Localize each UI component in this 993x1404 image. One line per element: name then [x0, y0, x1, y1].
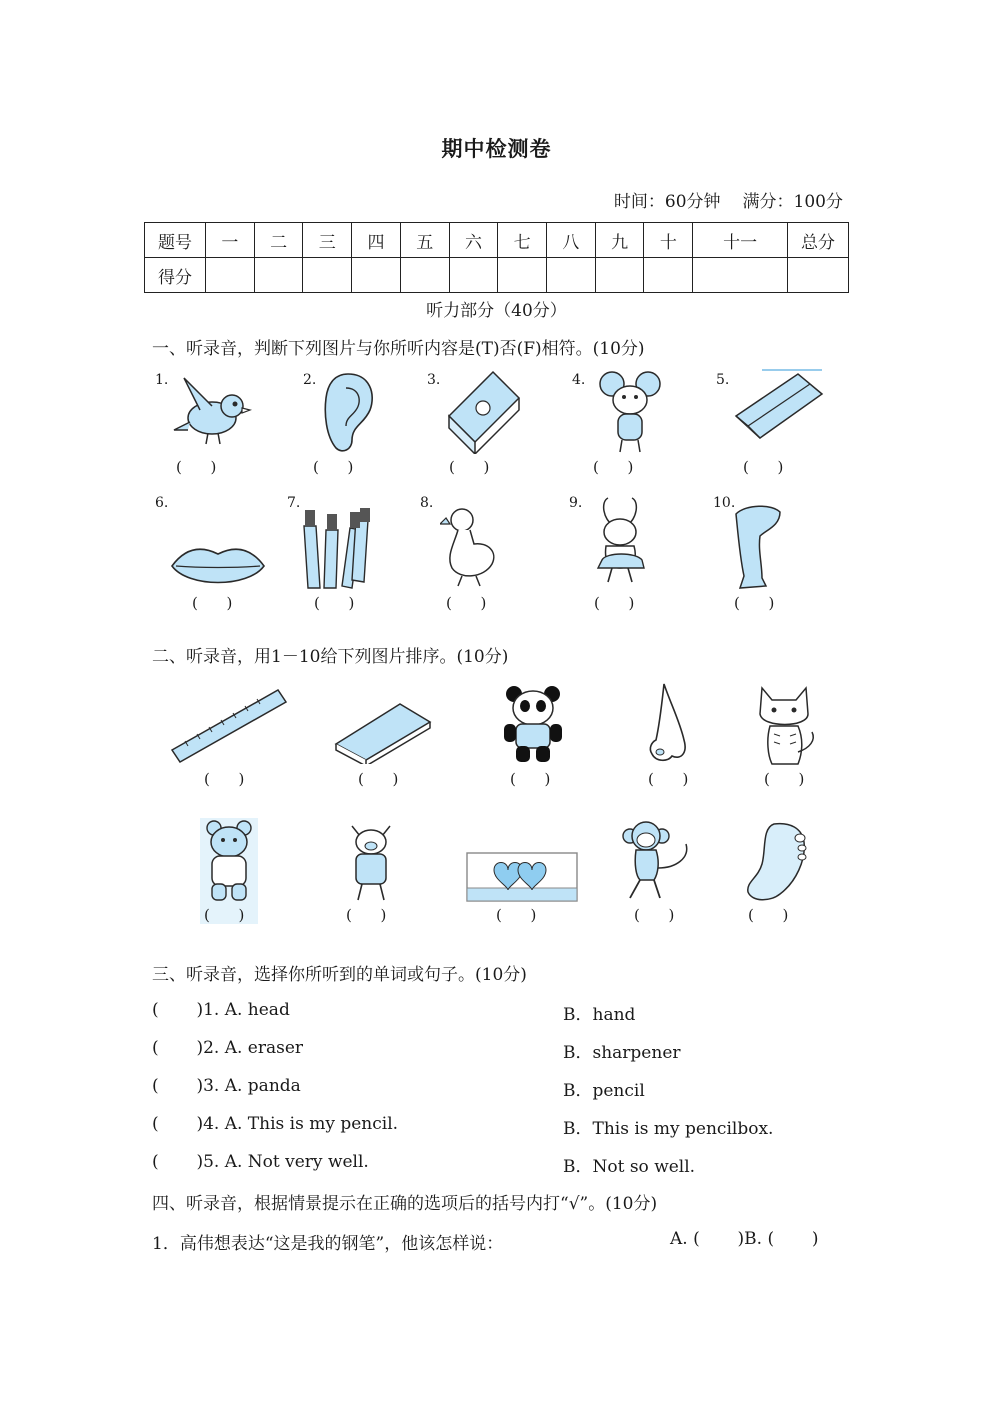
answer-paren[interactable]: ( )	[743, 458, 784, 476]
answer-paren[interactable]: ( )	[634, 906, 675, 924]
item-number: 1.	[155, 372, 169, 388]
answer-paren[interactable]: ( )	[358, 770, 399, 788]
rabbit-icon	[586, 494, 658, 588]
score-cell[interactable]	[644, 258, 693, 293]
score-cell[interactable]	[449, 258, 498, 293]
header-cell: 九	[595, 223, 644, 258]
answer-paren[interactable]: ( )	[593, 458, 634, 476]
bird-icon	[170, 370, 254, 454]
answer-paren[interactable]: ( )	[496, 906, 537, 924]
item-number: 9.	[569, 495, 583, 511]
nose-icon	[646, 682, 690, 764]
score-table-header-row	[145, 223, 849, 258]
answer-paren[interactable]: ( )	[748, 906, 789, 924]
listening-part-label: 听力部分（40分）	[426, 301, 567, 321]
score-cell[interactable]	[352, 258, 401, 293]
answer-paren[interactable]: ( )	[204, 770, 245, 788]
ear-icon	[318, 370, 378, 456]
section1-heading: 一、听录音，判断下列图片与你所听内容是(T)否(F)相符。(10分)	[152, 339, 645, 359]
header-cell: 八	[547, 223, 596, 258]
panda-icon	[500, 684, 566, 766]
answer-paren[interactable]: ( )	[594, 594, 635, 612]
book-icon	[334, 700, 434, 764]
pencil-sharpener-icon	[443, 368, 523, 454]
question-2-option-a[interactable]: ( )2. A. eraser	[152, 1038, 304, 1058]
eraser-icon	[734, 366, 826, 446]
score-cell[interactable]	[400, 258, 449, 293]
section4-question-1: 1．高伟想表达“这是我的钢笔”，他该怎样说：	[152, 1234, 504, 1254]
score-cell[interactable]	[254, 258, 303, 293]
section4-question-1-options[interactable]: A. ( )B. ( )	[670, 1229, 819, 1249]
full-score: 满分：100分	[742, 192, 843, 212]
header-cell: 三	[303, 223, 352, 258]
score-cell[interactable]	[595, 258, 644, 293]
item-number: 5.	[716, 372, 730, 388]
section3-heading: 三、听录音，选择你所听到的单词或句子。(10分)	[152, 965, 527, 985]
answer-paren[interactable]: ( )	[734, 594, 775, 612]
duck-icon	[440, 504, 498, 588]
page-title: 期中检测卷	[441, 136, 552, 161]
section2-heading: 二、听录音，用1－10给下列图片排序。(10分)	[152, 647, 509, 667]
item-number: 6.	[155, 495, 169, 511]
answer-paren[interactable]: ( )	[176, 458, 217, 476]
header-cell: 一	[206, 223, 255, 258]
question-1-option-b[interactable]: B．hand	[563, 1005, 636, 1025]
score-cell[interactable]	[206, 258, 255, 293]
answer-paren[interactable]: ( )	[204, 906, 245, 924]
item-number: 10.	[713, 495, 736, 511]
leg-icon	[732, 504, 784, 590]
header-cell: 七	[498, 223, 547, 258]
header-cell: 六	[449, 223, 498, 258]
answer-paren[interactable]: ( )	[313, 458, 354, 476]
item-number: 3.	[427, 372, 441, 388]
exam-meta	[614, 187, 843, 212]
pencil-box-icon	[466, 852, 578, 902]
answer-paren[interactable]: ( )	[449, 458, 490, 476]
cat-icon	[750, 684, 820, 768]
header-cell: 总分	[788, 223, 849, 258]
header-cell: 十一	[693, 223, 788, 258]
header-cell: 五	[400, 223, 449, 258]
markers-icon	[298, 504, 382, 590]
answer-paren[interactable]: ( )	[764, 770, 805, 788]
header-cell: 十	[644, 223, 693, 258]
question-3-option-a[interactable]: ( )3. A. panda	[152, 1076, 301, 1096]
score-cell[interactable]	[547, 258, 596, 293]
item-number: 2.	[303, 372, 317, 388]
question-4-option-b[interactable]: B．This is my pencilbox.	[563, 1119, 774, 1139]
question-1-option-a[interactable]: ( )1. A. head	[152, 1000, 290, 1020]
answer-paren[interactable]: ( )	[346, 906, 387, 924]
score-cell[interactable]	[498, 258, 547, 293]
question-4-option-a[interactable]: ( )4. A. This is my pencil.	[152, 1114, 399, 1134]
ruler-icon	[168, 686, 290, 766]
time-limit: 时间：60分钟	[613, 192, 721, 212]
answer-paren[interactable]: ( )	[648, 770, 689, 788]
section4-heading: 四、听录音，根据情景提示在正确的选项后的括号内打“√”。(10分)	[152, 1194, 658, 1214]
answer-paren[interactable]: ( )	[314, 594, 355, 612]
foot-icon	[744, 820, 810, 904]
item-number: 7.	[287, 495, 301, 511]
item-number: 8.	[420, 495, 434, 511]
pig-icon	[346, 820, 396, 904]
header-cell: 四	[352, 223, 401, 258]
score-cell[interactable]	[693, 258, 788, 293]
header-cell: 题号	[145, 223, 206, 258]
mouse-icon	[592, 370, 668, 456]
mouth-icon	[170, 542, 266, 590]
question-5-option-a[interactable]: ( )5. A. Not very well.	[152, 1152, 369, 1172]
monkey-icon	[620, 818, 692, 904]
answer-paren[interactable]: ( )	[446, 594, 487, 612]
score-table-score-row	[145, 258, 849, 293]
score-cell[interactable]	[303, 258, 352, 293]
answer-paren[interactable]: ( )	[192, 594, 233, 612]
question-5-option-b[interactable]: B．Not so well.	[563, 1157, 696, 1177]
answer-paren[interactable]: ( )	[510, 770, 551, 788]
header-cell: 二	[254, 223, 303, 258]
question-3-option-b[interactable]: B．pencil	[563, 1081, 645, 1101]
row-label: 得分	[145, 258, 206, 293]
question-2-option-b[interactable]: B．sharpener	[563, 1043, 681, 1063]
score-table	[144, 222, 849, 293]
score-cell[interactable]	[788, 258, 849, 293]
item-number: 4.	[572, 372, 586, 388]
